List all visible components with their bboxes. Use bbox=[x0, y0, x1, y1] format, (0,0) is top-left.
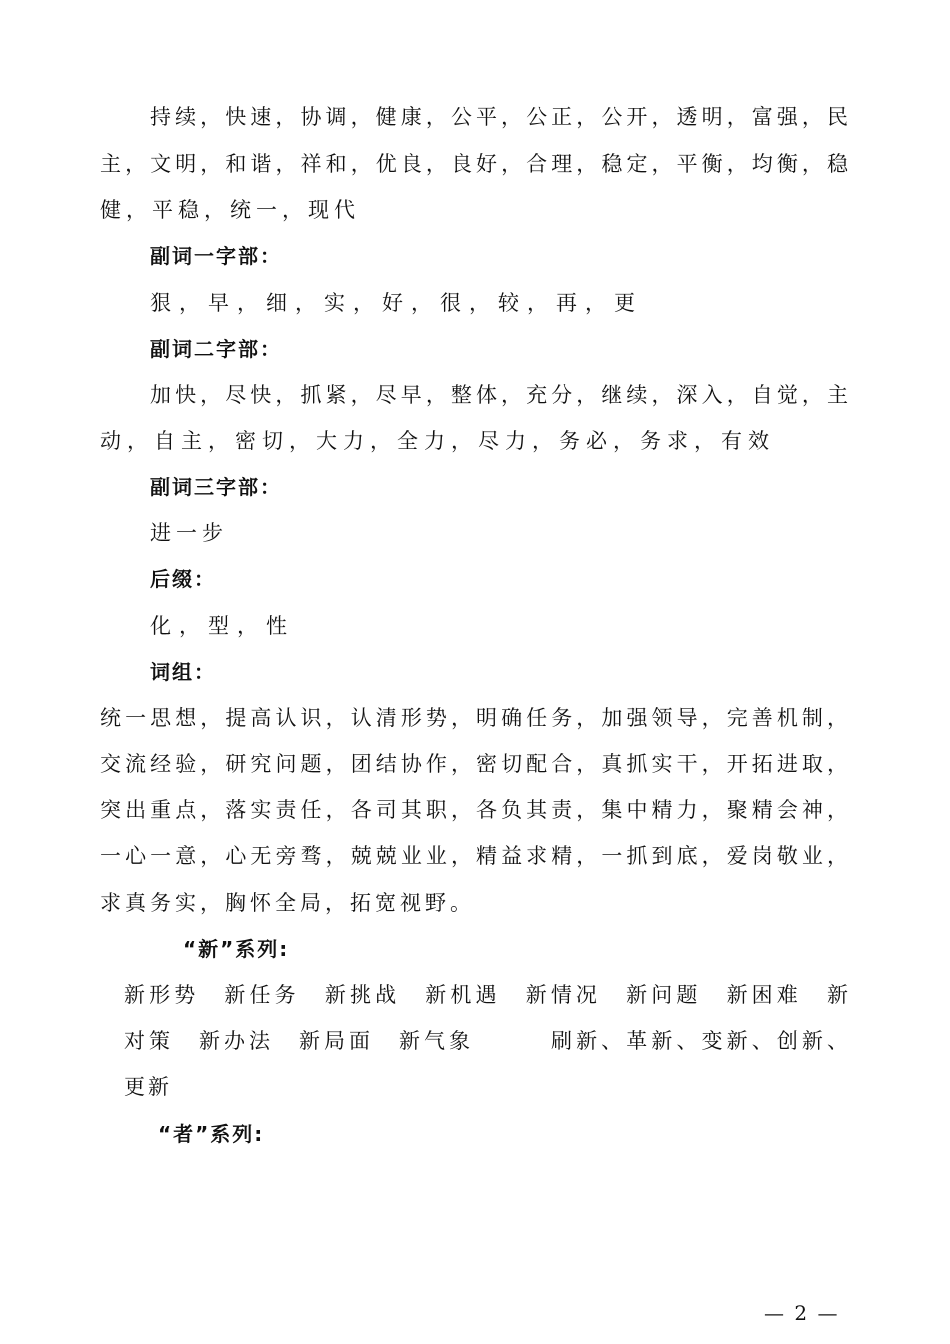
adverb-three-char-list: 进一步 bbox=[150, 521, 228, 545]
adjective-list-line-1: 持续，快速，协调，健康，公平，公正，公开，透明，富强，民 bbox=[150, 105, 848, 129]
xin-series-line-3: 更新 bbox=[124, 1075, 172, 1099]
phrases-line-1: 统一思想，提高认识，认清形势，明确任务，加强领导，完善机制， bbox=[100, 706, 848, 730]
xin-series-heading: “新”系列: bbox=[183, 937, 290, 961]
suffix-heading: 后缀： bbox=[150, 567, 216, 591]
phrases-line-4: 一心一意，心无旁骛，兢兢业业，精益求精，一抓到底，爱岗敬业， bbox=[100, 844, 848, 868]
adverb-two-char-list-line-2: 动，自主，密切，大力，全力，尽力，务必，务求，有效 bbox=[100, 429, 775, 453]
adverb-one-char-list: 狠，早，细，实，好，很，较，再，更 bbox=[150, 291, 643, 315]
suffix-list: 化，型，性 bbox=[150, 614, 295, 638]
adverb-two-char-list-line-1: 加快，尽快，抓紧，尽早，整体，充分，继续，深入，自觉，主 bbox=[150, 383, 848, 407]
adjective-list-line-3: 健，平稳，统一，现代 bbox=[100, 198, 360, 222]
phrases-line-2: 交流经验，研究问题，团结协作，密切配合，真抓实干，开拓进取， bbox=[100, 752, 848, 776]
adverb-three-char-heading: 副词三字部： bbox=[150, 475, 282, 499]
phrases-line-3: 突出重点，落实责任，各司其职，各负其责，集中精力，聚精会神， bbox=[100, 798, 848, 822]
page-number: — 2 — bbox=[764, 1301, 840, 1325]
xin-series-line-2-right: 刷新、革新、变新、创新、 bbox=[551, 1029, 848, 1053]
xin-series-line-2-left: 对策 新办法 新局面 新气象 bbox=[124, 1029, 474, 1053]
phrases-heading: 词组： bbox=[150, 660, 216, 684]
adverb-two-char-heading: 副词二字部： bbox=[150, 337, 282, 361]
adjective-list-line-2: 主，文明，和谐，祥和，优良，良好，合理，稳定，平衡，均衡，稳 bbox=[100, 152, 848, 176]
xin-series-line-1: 新形势 新任务 新挑战 新机遇 新情况 新问题 新困难 新 bbox=[124, 983, 848, 1007]
adverb-one-char-heading: 副词一字部： bbox=[150, 244, 282, 268]
zhe-series-heading: “者”系列: bbox=[158, 1122, 265, 1146]
phrases-line-5: 求真务实，胸怀全局，拓宽视野。 bbox=[100, 891, 475, 915]
